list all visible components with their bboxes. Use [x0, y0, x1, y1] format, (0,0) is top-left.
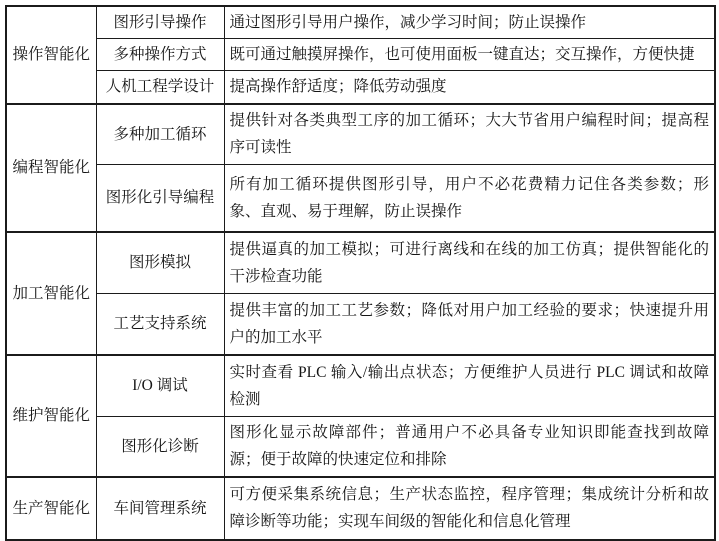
- description-cell: 可方便采集系统信息；生产状态监控，程序管理；集成统计分析和故障诊断等功能；实现车间级的智能化和信息化管理: [224, 477, 715, 540]
- description-cell: 提供丰富的加工工艺参数；降低对用户加工经验的要求；快速提升用户的加工水平: [224, 294, 715, 355]
- category-cell: 生产智能化: [6, 477, 96, 540]
- feature-cell: 车间管理系统: [96, 477, 224, 540]
- feature-cell: 图形引导操作: [96, 6, 224, 39]
- description-cell: 提高操作舒适度；降低劳动强度: [224, 71, 715, 104]
- table-row: [6, 165, 715, 232]
- description-cell: 通过图形引导用户操作，减少学习时间；防止误操作: [224, 6, 715, 39]
- feature-cell: 多种加工循环: [96, 104, 224, 165]
- table-row: [6, 294, 715, 355]
- table-row: [6, 417, 715, 477]
- feature-cell: 图形化诊断: [96, 417, 224, 477]
- smart-features-table: [5, 5, 716, 541]
- feature-cell: 图形化引导编程: [96, 165, 224, 232]
- category-cell: 编程智能化: [6, 104, 96, 232]
- feature-cell: I/O 调试: [96, 355, 224, 417]
- description-cell: 提供逼真的加工模拟；可进行离线和在线的加工仿真；提供智能化的干涉检查功能: [224, 232, 715, 294]
- category-cell: 操作智能化: [6, 6, 96, 104]
- feature-cell: 人机工程学设计: [96, 71, 224, 104]
- table-row: [6, 477, 715, 540]
- category-cell: 加工智能化: [6, 232, 96, 355]
- table-row: [6, 104, 715, 165]
- category-cell: 维护智能化: [6, 355, 96, 477]
- description-cell: 图形化显示故障部件；普通用户不必具备专业知识即能查找到故障源；便于故障的快速定位和排除: [224, 417, 715, 477]
- feature-cell: 图形模拟: [96, 232, 224, 294]
- description-cell: 实时查看 PLC 输入/输出点状态；方便维护人员进行 PLC 调试和故障检测: [224, 355, 715, 417]
- feature-cell: 工艺支持系统: [96, 294, 224, 355]
- feature-cell: 多种操作方式: [96, 39, 224, 71]
- description-cell: 既可通过触摸屏操作，也可使用面板一键直达；交互操作，方便快捷: [224, 39, 715, 71]
- table-row: [6, 6, 715, 39]
- description-cell: 提供针对各类典型工序的加工循环；大大节省用户编程时间；提高程序可读性: [224, 104, 715, 165]
- table-row: [6, 355, 715, 417]
- table-row: [6, 39, 715, 71]
- table-row: [6, 232, 715, 294]
- table-row: [6, 71, 715, 104]
- description-cell: 所有加工循环提供图形引导，用户不必花费精力记住各类参数；形象、直观、易于理解，防止误操作: [224, 165, 715, 232]
